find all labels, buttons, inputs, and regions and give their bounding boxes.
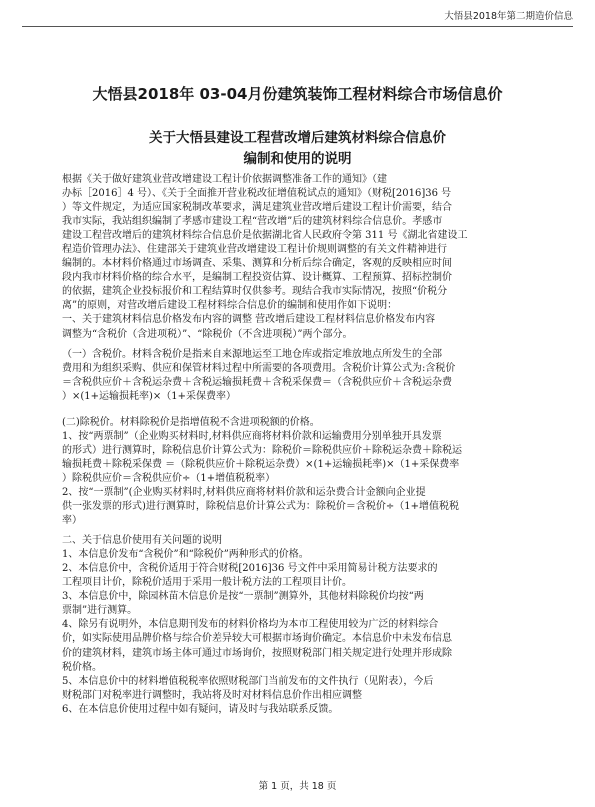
text-line: 编制的。本材料价格通过市场调查、采集、测算和分析后综合确定，客观的反映相应时间 [62,258,452,270]
text-line: 1、按“两票制”（企业购买材料时,材料供应商将材料价款和运输费用分别单独开具发票 [62,430,442,442]
text-line: 一、关于建筑材料信息价格发布内容的调整 营改增后建设工程材料信息价格发布内容 [62,314,436,326]
text-line: ）除税供应价＝含税供应价÷（1+增值税税率） [62,472,276,484]
text-line: 离”的原则，对营改增后建设工程材料综合信息价的编制和使用作如下说明： [62,300,398,312]
paragraph-intro [62,173,540,313]
text-line: 4、除另有说明外，本信息期刊发布的材料价格均为本市工程使用较为广泛的材料综合 [62,619,439,631]
text-line: 办标［2016］4 号）、《关于全面推开营业税改征增值税试点的通知》（财税[2016]36 号 [62,188,452,200]
text-line: 费用和为组织采购、供应和保管材料过程中所需要的各项费用。含税价计算公式为:含税价 [62,362,456,374]
text-line: 段内我市材料价格的综合水平，是编制工程投资估算、设计概算、工程预算、招标控制价 [62,272,452,284]
text-line: （一）含税价。材料含税价是指来自来源地运至工地仓库或指定堆放地点所发生的全部 [62,348,442,360]
paragraph-section-one [62,313,540,341]
text-line: 价，如实际使用品牌价格与综合价差异较大可根据市场询价确定。本信息价中未发布信息 [62,633,452,645]
text-line: 二、关于信息价使用有关问题的说明 [62,535,222,547]
text-line: 1、本信息价发布“含税价”和“除税价”两种形式的价格。 [62,549,309,561]
header-text: 大悟县2018年第二期造价信息 [444,11,573,22]
text-line: 率） [62,515,82,527]
text-line: ）等文件规定，为适应国家税制改革要求，满足建筑业营改增后建设工程计价需要，结合 [62,202,452,214]
text-line: 调整为“含税价（含进项税）”、“除税价（不含进项税）”两个部分。 [62,328,353,340]
text-line: 财税部门对税率进行调整时，我站将及时对材料信息价作出相应调整 [62,689,362,701]
text-line: ）×(1+运输损耗率)×（1+采保费率） [62,390,237,402]
text-line: 6、在本信息价使用过程中如有疑问，请及时与我站联系反馈。 [62,703,339,715]
text-line: 我市实际，我站组织编制了孝感市建设工程“营改增”后的建筑材料综合信息价。孝感市 [62,216,443,228]
section-title-line2: 编制和使用的说明 [243,151,352,167]
text-line: 2、按“一票制”(企业购买材料时,材料供应商将材料价款和运杂费合计金额向企业提 [62,486,426,498]
text-line: 程造价管理办法》、住建部关于建筑业营改增建设工程计价规则调整的有关文件精神进行 [62,244,447,256]
page-footer [0,778,595,792]
paragraph-tax-inclusive-price [62,348,540,404]
text-line: 5、本信息价中的材料增值税税率依照财税部门当前发布的文件执行（见附表），今后 [62,675,434,687]
text-line: 工程项目计价，除税价适用于采用一般计税方法的工程项目计价。 [62,577,352,589]
document-title: 大悟县2018年 03-04月份建筑装饰工程材料综合市场信息价 [92,85,503,103]
text-line: ＝含税供应价＋含税运杂费＋含税运输损耗费＋含税采保费＝（含税供应价＋含税运杂费 [62,376,452,388]
page-header [22,8,573,27]
document-body [62,173,540,717]
text-line: 的依据，建筑企业投标报价和工程结算时仅供参考。现结合我市实际情况，按照“价税分 [62,286,448,298]
text-line: 票制”进行测算。 [62,605,138,617]
text-line: 2、本信息价中，含税价适用于符合财税[2016]36 号文件中采用简易计税方法要求的 [62,563,438,575]
text-line: 税价格。 [62,661,102,673]
text-line: (二)除税价。材料除税价是指增值税不含进项税额的价格。 [62,416,320,428]
text-line: 价的建筑材料，建筑市场主体可通过市场询价，按照财税部门相关规定进行处理并形成除 [62,647,452,659]
text-line: 的形式）进行测算时，除税信息价计算公式为：除税价＝除税供应价＋除税运杂费＋除税运 [62,444,462,456]
paragraph-usage-notes [62,534,540,717]
text-line: 供一张发票的形式)进行测算时，除税信息价计算公式为：除税价＝含税价÷（1+增值税税 [62,501,460,513]
section-title-line1: 关于大悟县建设工程营改增后建筑材料综合信息价 [149,130,446,146]
page-number: 第 1 页，共 18 页 [258,781,337,792]
text-line: 建设工程营改增后的建筑材料综合信息价是依据湖北省人民政府令第 311 号《湖北省建设工 [62,230,468,242]
text-line: 根据《关于做好建筑业营改增建设工程计价依据调整准备工作的通知》（建 [62,174,387,185]
text-line: 输损耗费＋除税采保费 ＝（除税供应价＋除税运杂费）×(1+运输损耗率)×（1+采保费率 [62,458,460,470]
paragraph-tax-exclusive-price [62,416,540,528]
text-line: 3、本信息价中，除园林苗木信息价是按“一票制”测算外，其他材料除税价均按“两 [62,591,424,603]
